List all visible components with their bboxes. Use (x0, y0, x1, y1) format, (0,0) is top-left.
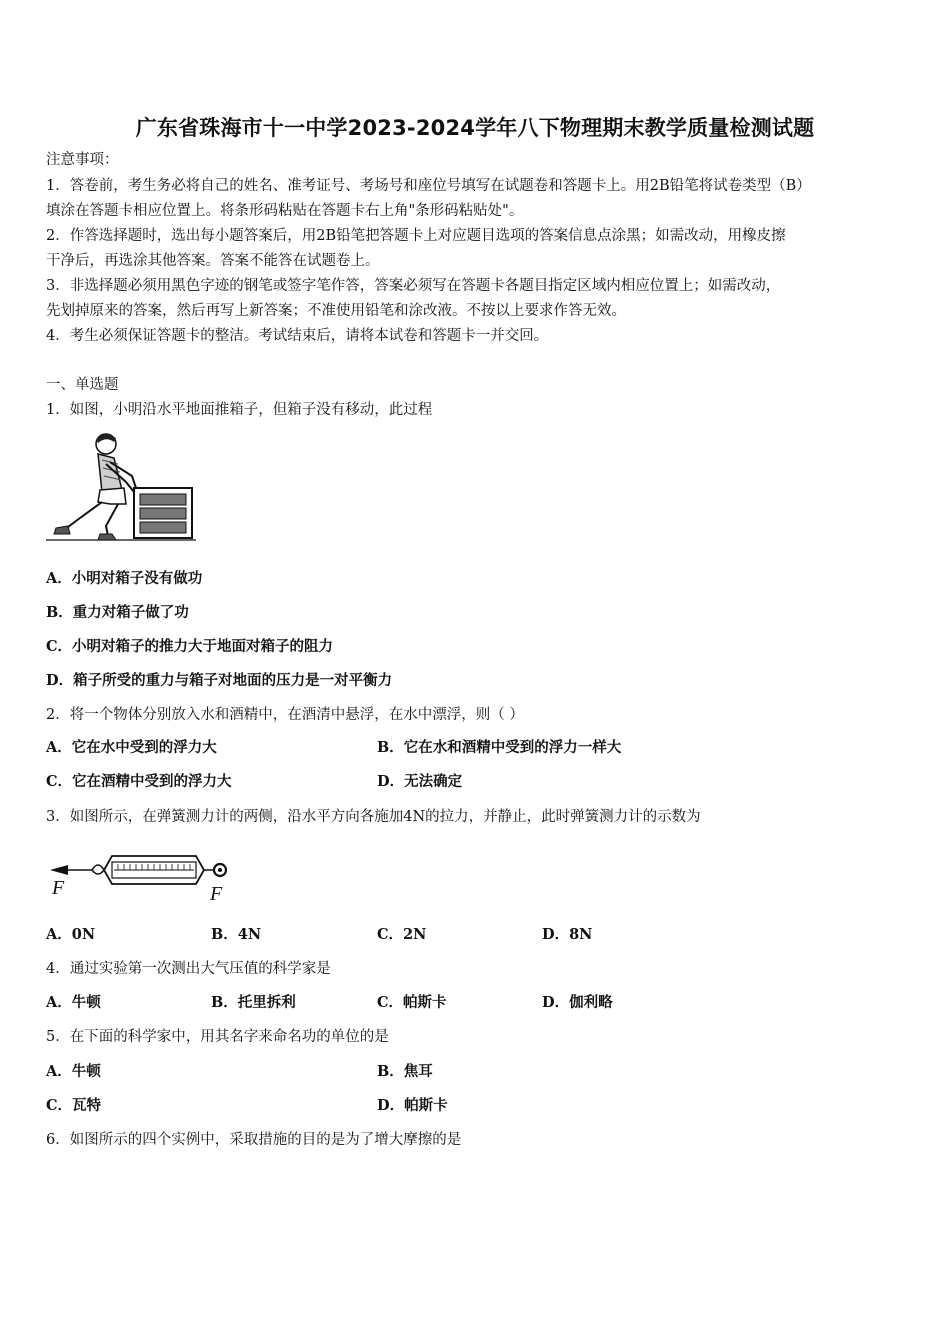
notice-line: 干净后，再选涂其他答案。答案不能答在试题卷上。 (46, 253, 380, 269)
option: C．小明对箱子的推力大于地面对箱子的阻力 (46, 638, 334, 655)
option: B．焦耳 (377, 1063, 433, 1080)
notice-line: 3．非选择题必须用黑色字迹的钢笔或签字笔作答，答案必须写在答题卡各题目指定区域内相应位置上；如需改动， (46, 278, 781, 294)
option: B．托里拆利 (211, 994, 296, 1011)
question-stem: 5．在下面的科学家中，用其名字来命名功的单位的是 (46, 1029, 389, 1045)
option: B．它在水和酒精中受到的浮力一样大 (377, 739, 622, 756)
option: A．小明对箱子没有做功 (46, 570, 203, 587)
notice-line: 1．答卷前，考生务必将自己的姓名、准考证号、考场号和座位号填写在试题卷和答题卡上。用2B铅笔将试卷类型（B） (46, 178, 811, 194)
question-stem: 1．如图，小明沿水平地面推箱子，但箱子没有移动，此过程 (46, 402, 433, 418)
option: D．无法确定 (377, 773, 463, 790)
notice-heading: 注意事项： (46, 152, 119, 168)
notice-line: 填涂在答题卡相应位置上。将条形码粘贴在答题卡右上角"条形码粘贴处"。 (46, 203, 524, 219)
option: C．帕斯卡 (377, 994, 447, 1011)
force-label-right: F (210, 883, 223, 902)
option: D．伽利略 (542, 994, 613, 1011)
spring-scale-figure (46, 846, 236, 902)
question-stem: 2．将一个物体分别放入水和酒精中，在酒清中悬浮，在水中漂浮，则（ ） (46, 707, 524, 723)
boy-pushing-box-figure (46, 430, 198, 545)
notice-line: 2．作答选择题时，选出每小题答案后，用2B铅笔把答题卡上对应题目选项的答案信息点涂黑；如需改动，用橡皮擦 (46, 228, 786, 244)
option: B．重力对箱子做了功 (46, 604, 189, 621)
option: C．它在酒精中受到的浮力大 (46, 773, 232, 790)
option: A．它在水中受到的浮力大 (46, 739, 217, 756)
option: C．2N (377, 926, 427, 943)
option: C．瓦特 (46, 1097, 102, 1114)
option: A．0N (46, 926, 96, 943)
section-heading: 一、单选题 (46, 377, 119, 393)
question-stem: 4．通过实验第一次测出大气压值的科学家是 (46, 961, 331, 977)
option: D．帕斯卡 (377, 1097, 448, 1114)
notice-line: 先划掉原来的答案，然后再写上新答案；不准使用铅笔和涂改液。不按以上要求作答无效。 (46, 303, 626, 319)
notice-line: 4．考生必须保证答题卡的整洁。考试结束后，请将本试卷和答题卡一并交回。 (46, 328, 549, 344)
page-title: 广东省珠海市十一中学2023-2024学年八下物理期末教学质量检测试题 (135, 116, 815, 140)
question-stem: 3．如图所示，在弹簧测力计的两侧，沿水平方向各施加4N的拉力，并静止，此时弹簧测力计的示数为 (46, 809, 701, 825)
question-stem: 6．如图所示的四个实例中，采取措施的目的是为了增大摩擦的是 (46, 1132, 462, 1148)
option: B．4N (211, 926, 262, 943)
force-label-left: F (52, 877, 65, 899)
option: A．牛顿 (46, 994, 101, 1011)
option: D．箱子所受的重力与箱子对地面的压力是一对平衡力 (46, 672, 393, 689)
option: D．8N (542, 926, 593, 943)
option: A．牛顿 (46, 1063, 101, 1080)
